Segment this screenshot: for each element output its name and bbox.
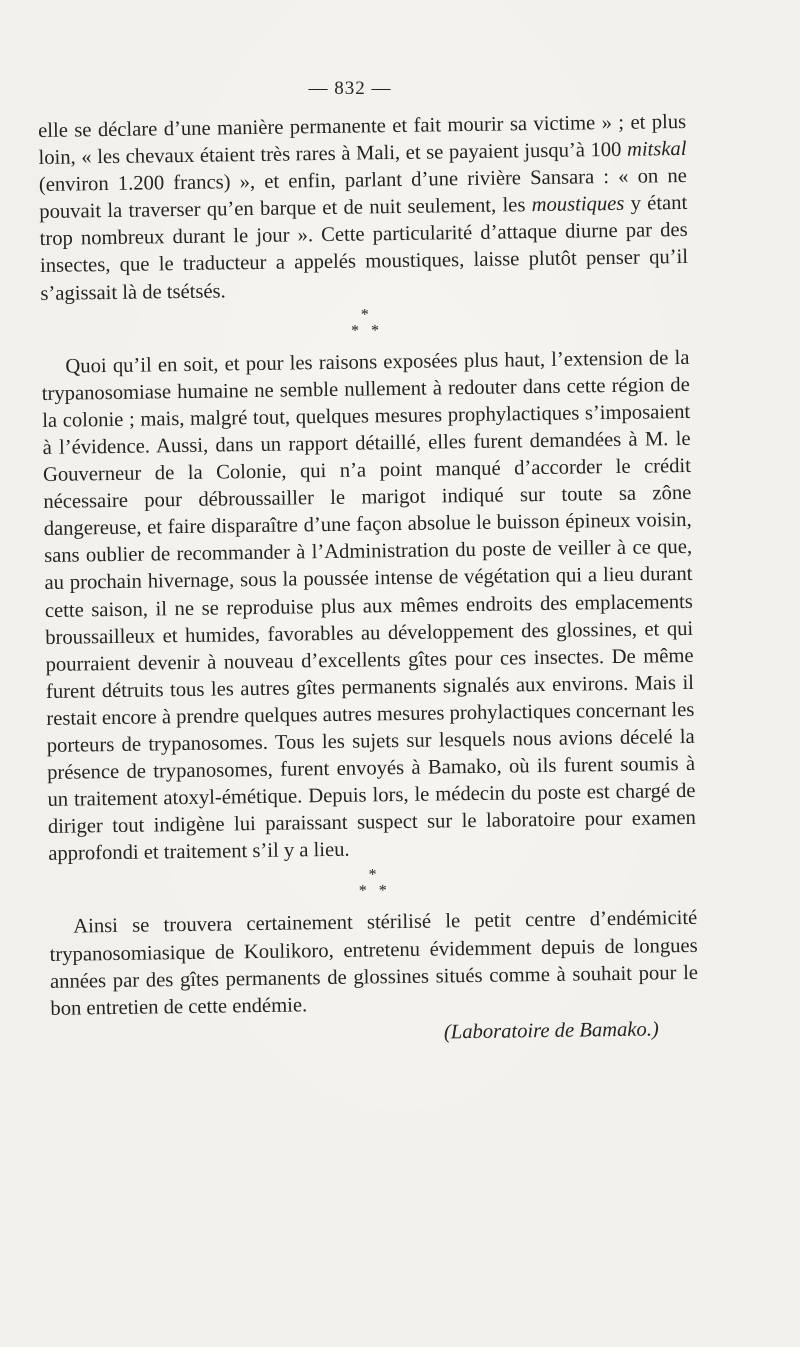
text-run: elle se déclare d’une manière permanente et fait mourir sa victime » ; et plus loin, « les chevaux étaient très rares à Mali, et se payaient jusqu’à 100 <box>38 110 687 170</box>
asterism-top: * <box>360 306 369 324</box>
text-run: y étant trop nombreux durant le jour ». Cette particularité d’attaque diurne par des insectes, que le traducteur a appelés moustiques, laisse plutôt penser qu’il s’agissait là de tsétsés. <box>39 192 689 305</box>
page-body <box>38 109 699 1052</box>
paragraph-continuation <box>38 109 689 308</box>
asterism-bottom: * * <box>358 882 387 901</box>
paragraph-measures: Quoi qu’il en soit, et pour les raisons exposées plus haut, l’extension de la trypanosomiase humaine ne semble nullement à redouter dans cette région de la colonie ; mais, malgré tout, quelques mesures prophylactiques s’imposaient à l’évidence. Aussi, dans un rapport détaillé, elles furent demandées à M. le Gouverneur de la Colonie, qui n’a point manqué d’accorder le crédit nécessaire pour débroussailler le marigot indiqué sur toute sa zône dangereuse, et faire disparaître d’une façon absolue le buisson épineux voisin, sans oublier de recommander à l’Administration du poste de veiller à ce que, au prochain hivernage, sous la poussée intense de végétation qui a lieu durant cette saison, il ne se reproduise plus aux mêmes endroits des emplacements broussailleux et humides, favorables au développement des glossines, et qui pourraient devenir à nouveau d’excellents gîtes pour ces insectes. De même furent détruits tous les autres gîtes permanents signalés aux environs. Mais il restait encore à prendre quelques autres mesures prohylactiques concernant les porteurs de trypanosomes. Tous les sujets sur lesquels nous avions décelé la présence de trypanosomes, furent envoyés à Bamako, où ils furent soumis à un traitement atoxyl-émétique. Depuis lors, le médecin du poste est chargé de diriger tout indigène lui paraissant suspect sur le laboratoire pour examen approfondi et traitement s’il y a lieu. <box>41 346 696 866</box>
section-separator <box>49 863 697 904</box>
signature-laboratory: (Laboratoire de Bamako.) <box>443 1018 659 1044</box>
page-number: — 832 — <box>308 78 392 99</box>
asterism-bottom: * * <box>350 321 380 340</box>
paragraph-conclusion: Ainsi se trouvera certainement stérilisé le petit centre d’endémicité trypanosomiasique de Koulikoro, entretenu évidemment depuis de longues années par des gîtes permanents de glossines situés comme à souhait pour le bon entretien de cette endémie. <box>49 907 699 1020</box>
italic-term-mitskal: mitskal <box>626 138 687 161</box>
text-run: (environ 1.200 francs) », et enfin, parlant d’une rivière Sansara : « on ne pouvait la traverser qu’en barque et de nuit seulement, les <box>38 165 688 224</box>
asterism-top: * <box>368 866 377 884</box>
section-separator <box>41 303 689 344</box>
italic-term-moustiques: moustiques <box>531 193 625 217</box>
